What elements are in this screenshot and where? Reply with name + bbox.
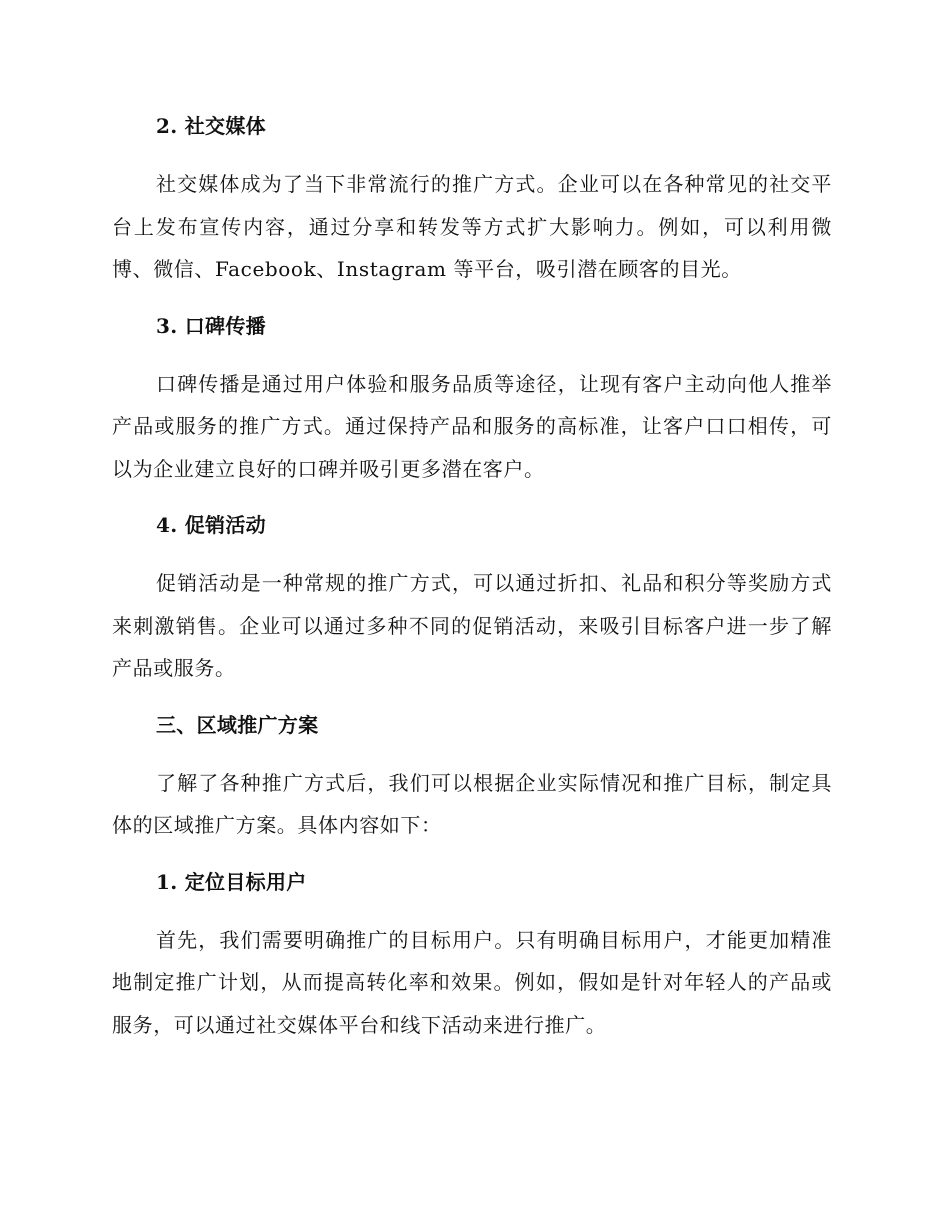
heading-word-of-mouth: 3. 口碑传播 xyxy=(156,313,266,338)
paragraph-regional-plan: 了解了各种推广方式后，我们可以根据企业实际情况和推广目标，制定具体的区域推广方案。具体内容如下： xyxy=(112,770,832,837)
heading-social-media: 2. 社交媒体 xyxy=(156,114,266,138)
paragraph-word-of-mouth: 口碑传播是通过用户体验和服务品质等途径，让现有客户主动向他人推举产品或服务的推广方式。通过保持产品和服务的高标准，让客户口口相传，可以为企业建立良好的口碑并吸引更多潜在客户。 xyxy=(112,371,832,481)
section-social-media xyxy=(112,0,832,291)
paragraph-promotions: 促销活动是一种常规的推广方式，可以通过折扣、礼品和积分等奖励方式来刺激销售。企业可以通过多种不同的促销活动，来吸引目标客户进一步了解产品或服务。 xyxy=(112,571,832,680)
section-target-users xyxy=(112,868,832,1047)
section-promotions xyxy=(112,511,832,690)
heading-target-users: 1. 定位目标用户 xyxy=(156,869,307,894)
heading-regional-plan: 三、区域推广方案 xyxy=(156,712,319,737)
section-regional-plan xyxy=(112,711,832,847)
paragraph-target-users: 首先，我们需要明确推广的目标用户。只有明确目标用户，才能更加精准地制定推广计划，从而提高转化率和效果。例如，假如是针对年轻人的产品或服务，可以通过社交媒体平台和线下活动来进行推广。 xyxy=(112,927,832,1037)
heading-promotions: 4. 促销活动 xyxy=(156,513,266,537)
section-word-of-mouth xyxy=(112,312,832,491)
paragraph-social-media: 社交媒体成为了当下非常流行的推广方式。企业可以在各种常见的社交平台上发布宣传内容，通过分享和转发等方式扩大影响力。例如，可以利用微博、微信、Facebook、Instagram 等平台，吸引潜在顾客的目光。 xyxy=(112,172,832,281)
